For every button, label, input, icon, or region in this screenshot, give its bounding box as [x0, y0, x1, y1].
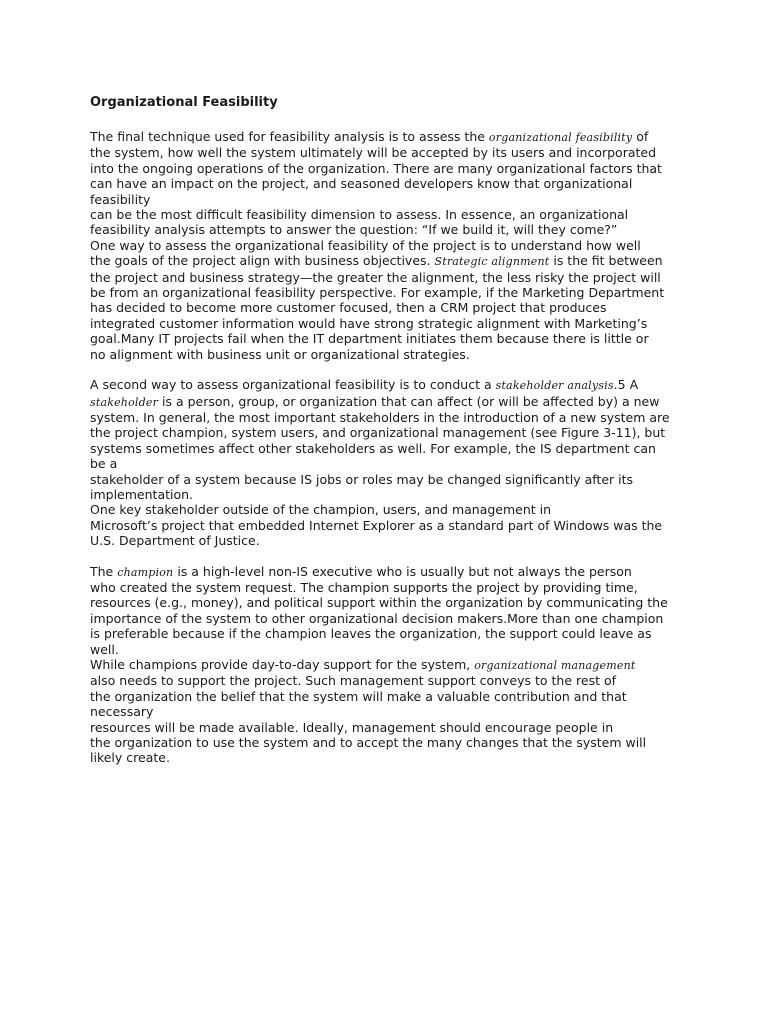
text-run: of the system, how well the system ultimately will be accepted by its users and incorporated into the ongoing operations of the organization. There are many organizational factors that can have an impact on the project, and seasoned developers know that organizational feasibility can be the most difficult feasibility dimension to assess. In essence, an organizational feasibility analysis attempts to answer the question: “If we build it, will they come?” One way to assess the organizational feasibility of the project is to understand how well the goals of the project align with business objectives. — [90, 129, 662, 269]
text-run: .5 A — [613, 377, 639, 393]
text-run: The final technique used for feasibility analysis is to assess the — [90, 129, 489, 144]
text-run: is a person, group, or organization that can affect (or will be affected by) a new system. In general, the most important stakeholders in the introduction of a new system are the project champion, system users, and organizational management (see Figure 3-11), but systems sometimes affect other stakeholders as well. For example, the IS department can be a stakeholder of a system because IS jobs or roles may be changed significantly after its implementation. One key stakeholder outside of the champion, users, and management in Microsoft’s project that embedded Internet Explorer as a standard part of Windows was the U.S. Department of Justice. — [90, 393, 670, 549]
text-run: also needs to support the project. Such management support conveys to the rest of the organization the belief that the system will make a valuable contribution and that necessary resources will be made available. Ideally, management should encourage people in the organization to use the system and to accept the many changes that the system will likely create. — [90, 673, 647, 766]
term-stakeholder: stakeholder — [90, 395, 159, 409]
paragraph-stakeholder-analysis — [90, 377, 690, 548]
text-run: is the fit between the project and business strategy—the greater the alignment, the less risky the project will be from an organizational feasibility perspective. For example, if the Marketing Department has decided to become more customer focused, then a CRM project that produces integrated customer information would have strong strategic alignment with Marketing’s goal.Many IT projects fail when the IT department initiates them because there is little or no alignment with business unit or organizational strategies. — [90, 253, 665, 362]
term-organizational-feasibility: organizational feasibility — [488, 131, 633, 144]
paragraph-gap — [90, 362, 690, 377]
paragraph-gap — [90, 549, 690, 564]
term-organizational-management: organizational management — [474, 659, 636, 672]
section-heading: Organizational Feasibility — [90, 95, 278, 110]
term-stakeholder-analysis: stakeholder analysis — [495, 379, 614, 393]
paragraph-champion — [90, 564, 690, 766]
paragraph-organizational-feasibility — [90, 129, 690, 362]
text-run: is a high-level non-IS executive who is usually but not always the person who created the system request. The champion supports the project by providing time, resources (e.g., money), and political support within the organization by communicating the importance of the system to other organizational decision makers.More than one champion is preferable because if the champion leaves the organization, the support could leave as well. While champions provide day-to-day support for the system, — [90, 563, 668, 672]
term-champion: champion — [117, 565, 174, 579]
text-run: The — [90, 563, 118, 579]
text-run: A second way to assess organizational feasibility is to conduct a — [90, 377, 496, 393]
document-page — [90, 94, 690, 766]
term-strategic-alignment: Strategic alignment — [434, 255, 550, 269]
